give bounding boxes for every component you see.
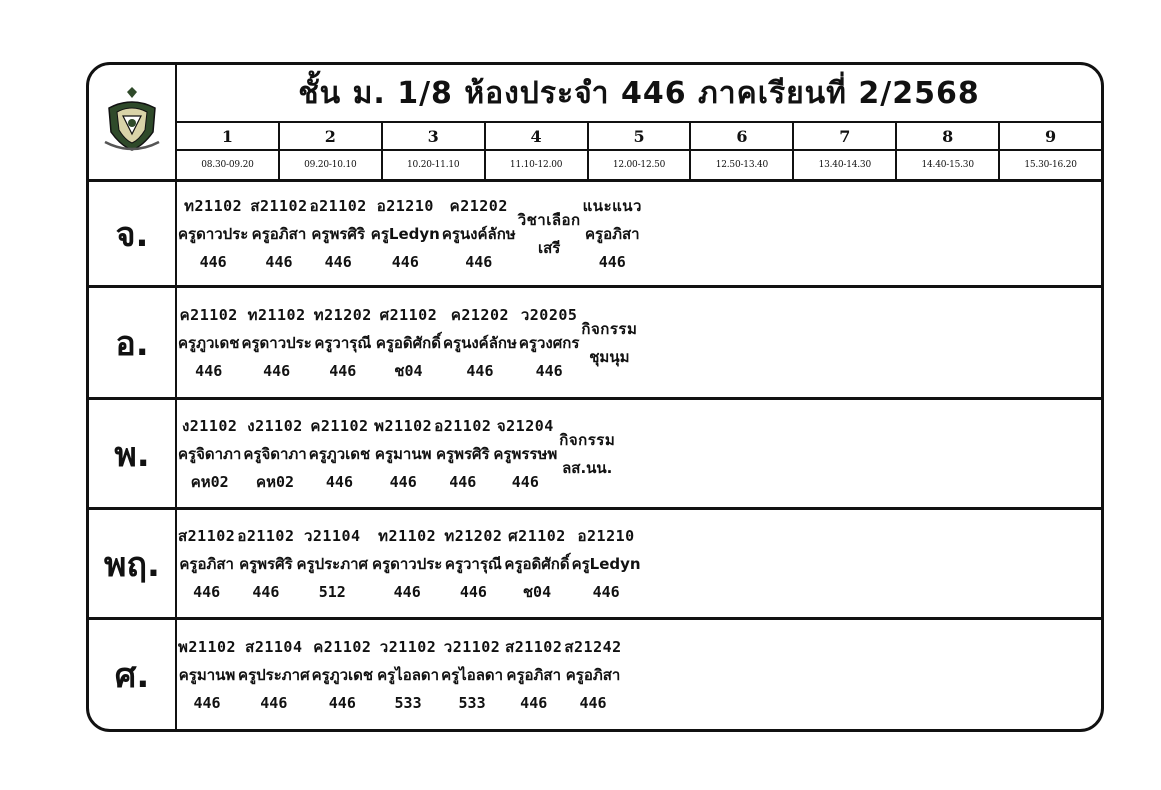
school-logo-cell <box>89 65 177 182</box>
class-slot <box>441 182 517 285</box>
subject-code: ส21102 <box>505 637 563 656</box>
class-slot <box>580 288 638 397</box>
teacher-name: ครูอดิศักดิ์ <box>504 554 570 573</box>
teacher-name: ครูมานพ <box>178 665 236 684</box>
subject-code: แนะแนว <box>582 196 642 215</box>
teacher-name: ครูอภิสา <box>179 554 234 573</box>
class-slot <box>309 182 368 285</box>
class-slot <box>177 182 249 285</box>
room-number: 446 <box>449 472 477 491</box>
class-slot <box>376 620 440 729</box>
room-number: 446 <box>511 472 539 491</box>
class-slot <box>177 620 237 729</box>
room-number: 446 <box>263 361 291 380</box>
period-number: 8 <box>897 123 1000 149</box>
room-number: 446 <box>329 361 357 380</box>
teacher-name: ครูพรรษพ <box>493 444 558 463</box>
class-slot <box>517 182 582 285</box>
class-slot <box>311 620 374 729</box>
class-slot <box>371 510 443 617</box>
room-number: 533 <box>458 693 486 712</box>
teacher-name: ครูLedyn <box>370 224 440 243</box>
room-number: 446 <box>195 361 223 380</box>
room-number: 446 <box>389 472 417 491</box>
teacher-name: ครูมานพ <box>374 444 432 463</box>
day-label: พฤ. <box>89 510 177 617</box>
room-number: 446 <box>193 693 221 712</box>
class-slot <box>571 510 642 617</box>
room-number: 446 <box>328 693 356 712</box>
teacher-name: ครูภูวเดช <box>308 444 371 463</box>
subject-code: จ21204 <box>496 416 554 435</box>
subject-code: ค21202 <box>449 196 508 215</box>
room-number: 533 <box>394 693 422 712</box>
period-number: 4 <box>486 123 589 149</box>
subject-code: ค21102 <box>179 305 238 324</box>
teacher-name: ครูนงค์ลักษ <box>441 224 516 243</box>
class-slot <box>236 510 295 617</box>
class-slot <box>443 510 503 617</box>
teacher-name: เสรี <box>538 238 561 257</box>
subject-code: กิจกรรม <box>559 430 616 449</box>
teacher-name: ครูอดิศักดิ์ <box>375 333 441 352</box>
subject-code: กิจกรรม <box>581 319 638 338</box>
room-number: 446 <box>592 582 620 601</box>
empty-slot <box>616 400 618 507</box>
class-slot <box>440 620 504 729</box>
timetable <box>86 62 1104 732</box>
class-slot <box>313 288 373 397</box>
period-number: 7 <box>794 123 897 149</box>
day-label: พ. <box>89 400 177 507</box>
period-number: 9 <box>1045 126 1057 146</box>
period-time: 14.40-15.30 <box>897 151 1000 179</box>
period-number: 2 <box>280 123 383 149</box>
day-row <box>89 620 1101 729</box>
class-slot <box>518 288 581 397</box>
teacher-name: ครูพรศิริ <box>311 224 366 243</box>
teacher-name: ครูอภิสา <box>251 224 307 243</box>
room-number: 446 <box>265 252 293 271</box>
room-number: 446 <box>579 693 607 712</box>
room-number: ช04 <box>394 361 423 380</box>
subject-code: ว21104 <box>303 526 361 545</box>
class-slot <box>582 182 643 285</box>
class-slot <box>442 288 518 397</box>
subject-code: ง21102 <box>247 416 303 435</box>
teacher-name: ครูภูวเดช <box>178 333 240 352</box>
class-slot <box>295 510 369 617</box>
teacher-name: ครูพรศิริ <box>435 444 490 463</box>
room-number: 446 <box>459 582 487 601</box>
day-row <box>89 182 1101 288</box>
class-slot <box>558 400 616 507</box>
subject-code: อ21102 <box>237 526 295 545</box>
page-title: ชั้น ม. 1/8 ห้องประจำ 446 ภาคเรียนที่ 2/2568 <box>177 65 1101 123</box>
teacher-name: ครูวารุณี <box>314 333 372 352</box>
subject-code: พ21102 <box>374 416 433 435</box>
teacher-name: ครูไอลดา <box>377 665 440 684</box>
class-slot <box>492 400 558 507</box>
teacher-name: ครูดาวประ <box>178 224 249 243</box>
class-slot <box>504 620 563 729</box>
class-slot <box>433 400 492 507</box>
class-slot <box>249 182 308 285</box>
room-number: 512 <box>318 582 346 601</box>
room-number: คห02 <box>190 472 229 491</box>
subject-code: ส21242 <box>564 637 622 656</box>
day-label: จ. <box>89 182 177 285</box>
teacher-name: ครูจิดาภา <box>178 444 242 463</box>
subject-code: ส21102 <box>178 526 236 545</box>
teacher-name: ครูประภาศ <box>238 665 310 684</box>
teacher-name: ครูไอลดา <box>441 665 504 684</box>
empty-slot <box>638 288 640 397</box>
subject-code: อ21210 <box>376 196 434 215</box>
subject-code: อ21102 <box>434 416 492 435</box>
room-number: ช04 <box>522 582 552 601</box>
period-number: 3 <box>383 123 486 149</box>
school-crest-icon <box>103 86 161 158</box>
subject-code: ค21202 <box>450 305 510 324</box>
schedule-body <box>89 182 1101 729</box>
period-time: 10.20-11.10 <box>383 151 486 179</box>
day-label: อ. <box>89 288 177 397</box>
teacher-name: ครูLedyn <box>571 554 641 573</box>
teacher-name: ครูนงค์ลักษ <box>443 333 517 352</box>
teacher-name: ครูอภิสา <box>585 224 640 243</box>
period-time: 11.10-12.00 <box>486 151 589 179</box>
period-header-row <box>177 123 1101 151</box>
subject-code: ท21202 <box>444 526 503 545</box>
teacher-name: ครูภูวเดช <box>311 665 374 684</box>
room-number: คห02 <box>256 472 295 491</box>
class-slot <box>242 400 307 507</box>
day-label: ศ. <box>89 620 177 729</box>
teacher-name: ลส.นน. <box>562 458 613 477</box>
room-number: 446 <box>391 252 419 271</box>
subject-code: ศ21102 <box>508 526 566 545</box>
room-number: 446 <box>252 582 280 601</box>
subject-code: ว21102 <box>379 637 437 656</box>
period-time: 13.40-14.30 <box>794 151 897 179</box>
teacher-name: ครูวารุณี <box>444 554 502 573</box>
subject-code: ท21202 <box>313 305 372 324</box>
class-slot <box>240 288 312 397</box>
teacher-name: ครูจิดาภา <box>243 444 307 463</box>
class-slot <box>563 620 622 729</box>
subject-code: ท21102 <box>184 196 243 215</box>
room-number: 446 <box>199 252 227 271</box>
empty-slot <box>642 510 644 617</box>
period-time: 12.00-12.50 <box>589 151 692 179</box>
period-number: 5 <box>589 123 692 149</box>
room-number: 446 <box>598 252 626 271</box>
teacher-name: ครูอภิสา <box>506 665 561 684</box>
day-row <box>89 400 1101 510</box>
period-time: 09.20-10.10 <box>280 151 383 179</box>
period-time: 08.30-09.20 <box>177 151 280 179</box>
teacher-name: ครูวงศกร <box>518 333 580 352</box>
period-time: 12.50-13.40 <box>691 151 794 179</box>
class-slot <box>370 182 441 285</box>
teacher-name: ครูประภาศ <box>296 554 369 573</box>
period-number: 1 <box>177 123 280 149</box>
class-slot <box>177 400 242 507</box>
room-number: 446 <box>193 582 221 601</box>
subject-code: ค21102 <box>313 637 372 656</box>
room-number: 446 <box>260 693 288 712</box>
teacher-name: ครูพรศิริ <box>239 554 293 573</box>
room-number: 446 <box>393 582 421 601</box>
subject-code: ศ21102 <box>379 305 438 324</box>
day-row <box>89 288 1101 400</box>
teacher-name: ครูดาวประ <box>241 333 312 352</box>
empty-slot <box>623 620 625 729</box>
class-slot <box>177 510 236 617</box>
class-slot <box>503 510 570 617</box>
subject-code: ว20205 <box>520 305 578 324</box>
room-number: 446 <box>465 252 493 271</box>
class-slot <box>237 620 311 729</box>
subject-code: พ21102 <box>178 637 237 656</box>
day-row <box>89 510 1101 620</box>
teacher-name: ชุมนุม <box>589 347 630 366</box>
subject-code: ท21102 <box>247 305 306 324</box>
subject-code: อ21210 <box>577 526 635 545</box>
teacher-name: ครูอภิสา <box>565 665 621 684</box>
subject-code: ว21102 <box>443 637 501 656</box>
room-number: 446 <box>520 693 548 712</box>
subject-code: ท21102 <box>378 526 437 545</box>
room-number: 446 <box>325 472 353 491</box>
class-slot <box>308 400 371 507</box>
subject-code: อ21102 <box>309 196 367 215</box>
empty-slot <box>643 182 645 285</box>
class-slot <box>375 288 442 397</box>
room-number: 446 <box>535 361 563 380</box>
time-header-row <box>177 151 1101 182</box>
subject-code: ส21102 <box>250 196 308 215</box>
teacher-name: ครูดาวประ <box>372 554 443 573</box>
subject-code: ค21102 <box>310 416 369 435</box>
subject-code: ง21102 <box>181 416 238 435</box>
subject-code: วิชาเลือก <box>517 210 581 229</box>
period-time: 15.30-16.20 <box>1024 160 1077 170</box>
subject-code: ส21104 <box>245 637 303 656</box>
class-slot <box>177 288 240 397</box>
room-number: 446 <box>324 252 352 271</box>
room-number: 446 <box>466 361 494 380</box>
class-slot <box>373 400 433 507</box>
period-number: 6 <box>691 123 794 149</box>
